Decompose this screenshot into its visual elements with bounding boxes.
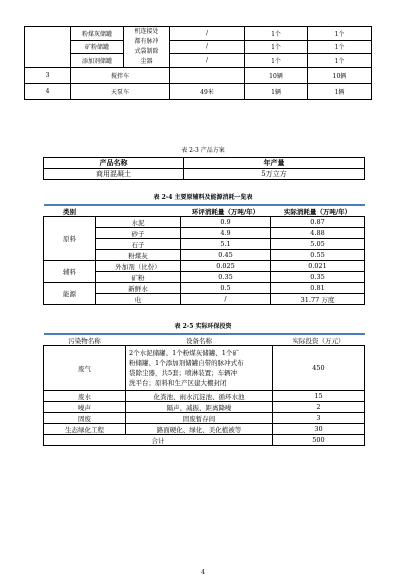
table-cell: 废气 — [44, 346, 126, 391]
table-cell: 天泵车 — [71, 84, 170, 100]
table-row — [44, 217, 365, 228]
table-cell: 废水 — [44, 391, 126, 402]
equipment-line: 2个水泥储罐、1个粉煤灰储罐、1个矿 — [129, 349, 239, 357]
table-cell: 1个 — [308, 54, 372, 68]
table-header: 设备名称 — [126, 334, 273, 346]
table-header: 实际投资（万元） — [273, 334, 365, 346]
note-line: 尘器 — [140, 58, 153, 65]
table-row — [25, 54, 372, 68]
table-cell: / — [170, 40, 245, 54]
table-cell: 0.45 — [181, 250, 271, 261]
table-cell: 路面硬化、绿化、美化植被等 — [126, 424, 273, 435]
table-cell: 15 — [273, 391, 365, 402]
equipment-line: 粉储罐、1个添加剂储罐自带的脉冲式布 — [129, 359, 244, 367]
table-cell: 新鲜水 — [96, 283, 181, 294]
table-row — [25, 68, 372, 84]
equipment-line: 洗平台；原料和生产区建大棚封闭 — [129, 379, 227, 387]
table-header-row — [44, 334, 365, 346]
table-cell: 0.87 — [271, 217, 365, 228]
table-cell: 0.9 — [181, 217, 271, 228]
note-line: 都有脉冲 — [134, 38, 159, 45]
category-cell: 能源 — [44, 283, 96, 305]
table-cell: 4.9 — [181, 228, 271, 239]
table-cell: 10辆 — [245, 68, 308, 84]
env-investment-table — [43, 333, 365, 446]
table-header: 环评消耗量（万吨/年） — [181, 205, 271, 217]
table-cell: 生态绿化工程 — [44, 424, 126, 435]
table-header-row — [44, 205, 365, 217]
table-row — [25, 40, 372, 54]
table-cell: 0.55 — [271, 250, 365, 261]
table-cell: 矿粉 — [96, 272, 181, 283]
table-cell: 1辆 — [245, 84, 308, 100]
table-total-row — [44, 435, 365, 446]
table-row — [44, 346, 365, 391]
table-cell: 粉煤灰储罐 — [71, 27, 124, 41]
table-cell: / — [170, 54, 245, 68]
table-row — [44, 402, 365, 413]
table-row — [44, 283, 365, 294]
table-cell: 3 — [273, 413, 365, 424]
table-row — [44, 261, 365, 272]
table-cell: 矿粉储罐 — [71, 40, 124, 54]
table-cell: 1个 — [245, 27, 308, 41]
table-header: 类别 — [44, 205, 96, 217]
table-caption: 表 2-3 产品方案 — [181, 147, 225, 154]
table-cell: 30 — [273, 424, 365, 435]
table-cell: 水泥 — [96, 217, 181, 228]
table-row — [25, 27, 372, 41]
category-cell: 辅料 — [44, 261, 96, 283]
table-cell: 1个 — [308, 27, 372, 41]
table-cell: 5.05 — [271, 239, 365, 250]
table-cell: 隔声、减振、距离降噪 — [126, 402, 273, 413]
table-cell: 添加剂储罐 — [71, 54, 124, 68]
table-cell: 电 — [96, 294, 181, 305]
table-cell: 化粪池、雨水沉淀池、循环水池 — [126, 391, 273, 402]
category-cell: 原料 — [44, 217, 96, 261]
table-cell: 450 — [273, 346, 365, 391]
equipment-table-continued — [24, 26, 372, 100]
table-cell: 1辆 — [308, 84, 372, 100]
table-row — [44, 169, 365, 180]
materials-table — [43, 204, 365, 305]
table-cell: 砂子 — [96, 228, 181, 239]
table-row — [44, 391, 365, 402]
table-cell: 4.88 — [271, 228, 365, 239]
table-row — [44, 413, 365, 424]
total-label: 合计 — [44, 435, 273, 446]
table-cell: 1个 — [245, 54, 308, 68]
product-table — [43, 157, 365, 180]
table-row — [25, 84, 372, 100]
page-number: 4 — [201, 569, 205, 576]
table-cell: 噪声 — [44, 402, 126, 413]
table-caption: 表 2-4 主要原辅料及能源消耗一览表 — [153, 194, 253, 201]
total-value: 500 — [273, 435, 365, 446]
table-cell: 3 — [25, 68, 71, 84]
table-cell: 外加剂（比份） — [96, 261, 181, 272]
table-header: 产品名称 — [44, 158, 184, 169]
table-cell: 1个 — [245, 40, 308, 54]
table-cell — [170, 68, 245, 84]
table-cell: 31.77 万度 — [271, 294, 365, 305]
table-cell: 0.021 — [271, 261, 365, 272]
table-cell — [25, 27, 71, 68]
table-cell: / — [181, 294, 271, 305]
table-cell: 4 — [25, 84, 71, 100]
table-caption: 表 2-5 实际环保投资 — [174, 323, 232, 330]
table-cell: 49米 — [170, 84, 245, 100]
table-cell — [126, 346, 273, 391]
table-cell: 0.35 — [271, 272, 365, 283]
table-cell: 石子 — [96, 239, 181, 250]
table-cell: / — [170, 27, 245, 41]
note-line: 式袋制除 — [134, 48, 159, 55]
table-cell: 0.5 — [181, 283, 271, 294]
table-cell: 2 — [273, 402, 365, 413]
table-cell: 固废 — [44, 413, 126, 424]
table-cell: 10辆 — [308, 68, 372, 84]
table-cell: 粉煤灰 — [96, 250, 181, 261]
table-cell: 0.35 — [181, 272, 271, 283]
table-row — [44, 424, 365, 435]
table-cell: 5.1 — [181, 239, 271, 250]
table-cell: 固废暂存间 — [126, 413, 273, 424]
table-header: 年产量 — [184, 158, 365, 169]
table-header: 污染物名称 — [44, 334, 126, 346]
table-cell: 商用混凝土 — [44, 169, 184, 180]
table-cell-merged-note — [124, 27, 170, 68]
table-header: 实际消耗量（万吨/年） — [271, 205, 365, 217]
equipment-line: 袋除尘器，共5套；喷淋装置；车辆冲 — [129, 369, 238, 377]
note-line: 机连接处 — [134, 28, 159, 35]
table-cell: 0.025 — [181, 261, 271, 272]
table-cell: 5万立方 — [184, 169, 365, 180]
table-cell: 搅拌车 — [71, 68, 170, 84]
table-cell: 1个 — [308, 40, 372, 54]
table-cell: 0.81 — [271, 283, 365, 294]
table-header-row — [44, 158, 365, 169]
table-header — [96, 205, 181, 217]
